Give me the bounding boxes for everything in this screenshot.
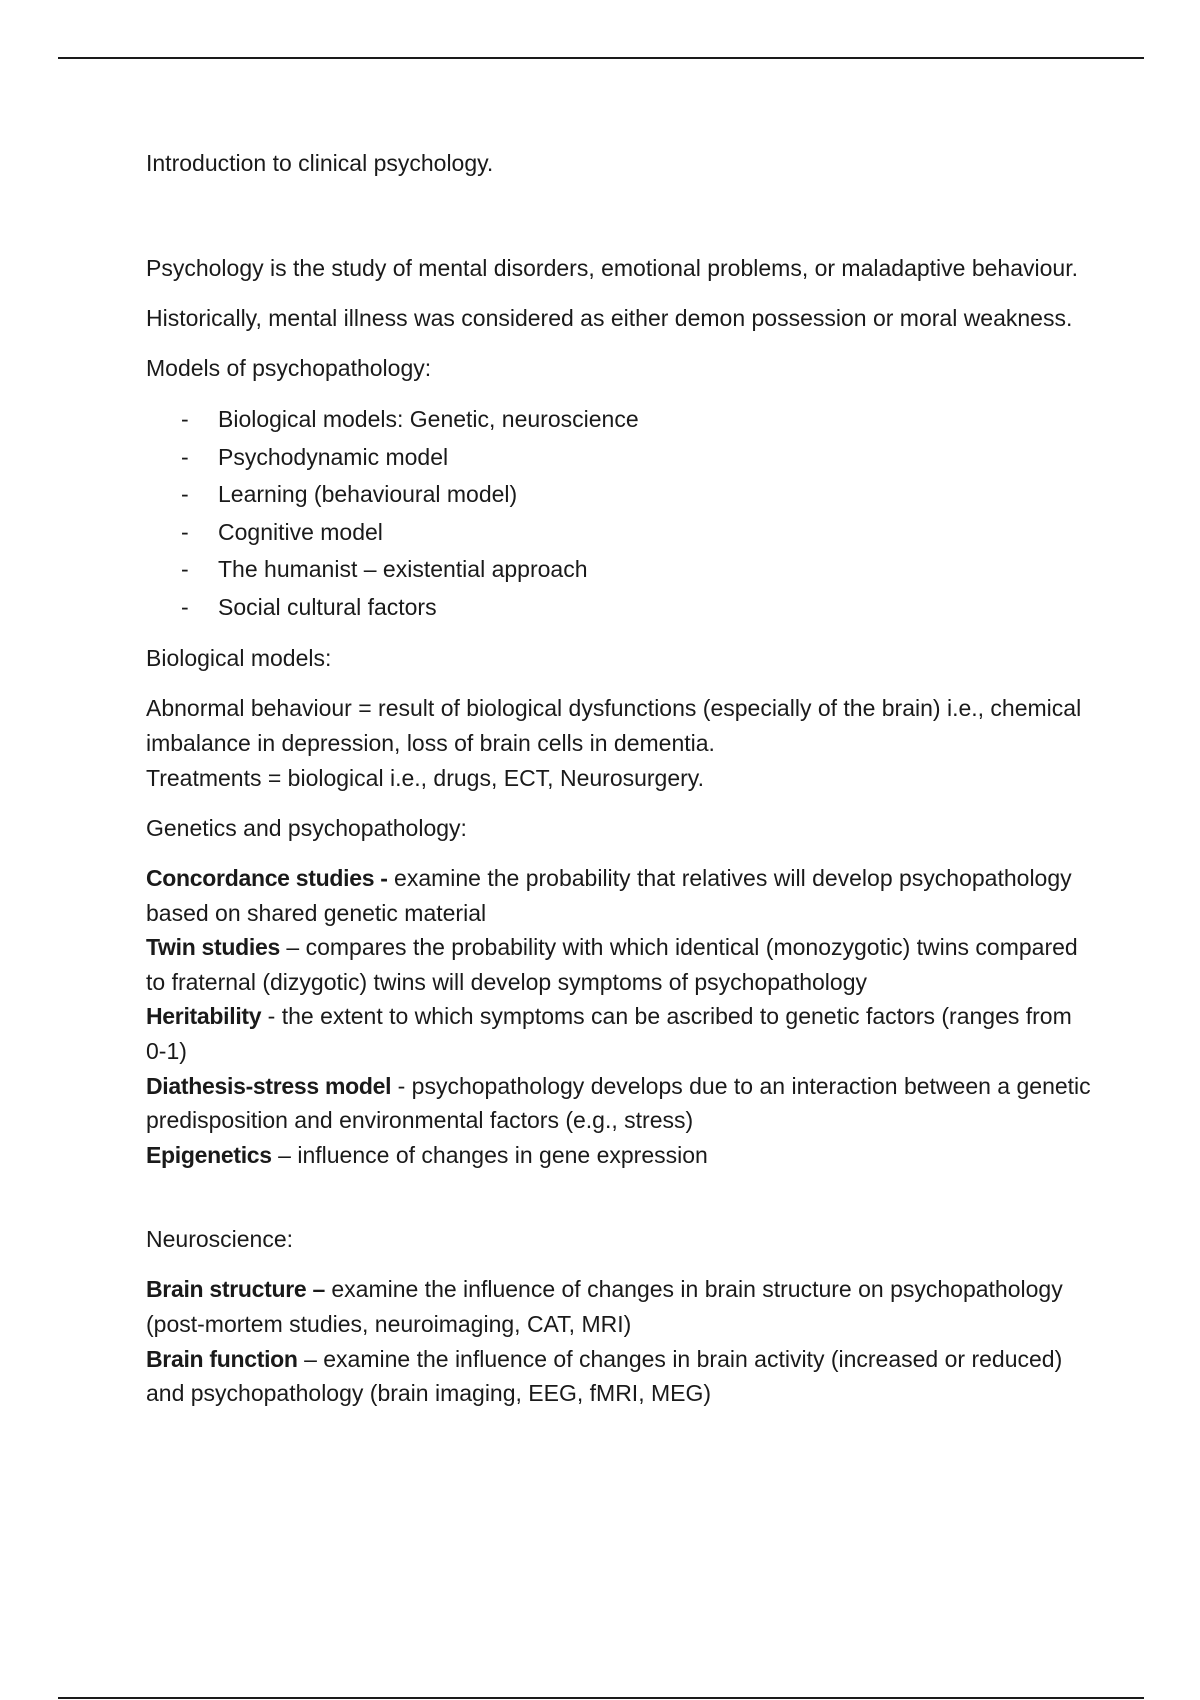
list-item <box>146 589 1096 627</box>
biological-treatments-text: Treatments = biological i.e., drugs, ECT, Neurosurgery. <box>146 765 704 791</box>
models-heading: Models of psychopathology: <box>146 355 432 381</box>
neuroscience-heading: Neuroscience: <box>146 1226 294 1253</box>
genetics-heading: Genetics and psychopathology: <box>146 815 467 841</box>
models-list <box>146 401 1096 626</box>
list-item <box>146 401 1096 439</box>
definition-text: – compares the probability with which identical (monozygotic) twins compared to fraternal (dizygotic) twins will develop symptoms of psychopathology <box>146 934 1078 995</box>
list-item-label: Biological models: Genetic, neuroscience <box>218 406 639 432</box>
definition-term: Twin studies <box>146 934 280 961</box>
document-body <box>146 146 1096 1411</box>
header-rule <box>58 57 1144 59</box>
definition-heritability <box>146 999 1096 1068</box>
list-item-label: Social cultural factors <box>218 593 437 620</box>
definition-text: - psychopathology develops due to an interaction between a genetic predisposition and environmental factors (e.g., stress) <box>146 1072 1091 1134</box>
biological-models-text <box>146 691 1096 796</box>
definition-term: Diathesis-stress model <box>146 1072 392 1099</box>
intro-definition: Psychology is the study of mental disorders, emotional problems, or maladaptive behaviour. <box>146 255 1078 281</box>
list-item <box>146 514 1096 552</box>
history-paragraph: Historically, mental illness was considered as either demon possession or moral weakness. <box>146 305 1073 331</box>
list-item-label: Cognitive model <box>218 518 383 545</box>
list-item <box>146 551 1096 589</box>
definition-term: Concordance studies - <box>146 865 388 891</box>
list-item <box>146 439 1096 477</box>
definition-text: – influence of changes in gene expression <box>271 1141 708 1168</box>
definition-concordance-studies <box>146 861 1096 930</box>
definition-twin-studies <box>146 930 1096 999</box>
definition-text: – examine the influence of changes in brain activity (increased or reduced) and psychopathology (brain imaging, EEG, fMRI, MEG) <box>146 1345 1063 1407</box>
genetics-definitions <box>146 861 1096 1172</box>
bullet-dash: - <box>181 593 189 620</box>
bullet-dash: - <box>181 518 189 545</box>
list-item-label: Learning (behavioural model) <box>218 481 518 507</box>
definition-term: Brain structure – <box>146 1276 325 1303</box>
list-item <box>146 476 1096 514</box>
bullet-dash: - <box>181 443 189 470</box>
biological-models-heading: Biological models: <box>146 645 332 671</box>
definition-diathesis-stress-model <box>146 1069 1096 1138</box>
list-item-label: The humanist – existential approach <box>218 556 588 582</box>
definition-text: - the extent to which symptoms can be ascribed to genetic factors (ranges from 0-1) <box>146 1003 1072 1064</box>
definition-term: Heritability <box>146 1003 262 1030</box>
footer-rule <box>58 1697 1144 1699</box>
neuroscience-definitions <box>146 1272 1096 1410</box>
definition-epigenetics <box>146 1138 1096 1173</box>
definition-term: Brain function <box>146 1345 298 1372</box>
definition-term: Epigenetics <box>146 1141 272 1168</box>
bullet-dash: - <box>181 481 189 507</box>
bullet-dash: - <box>181 556 189 582</box>
biological-dysfunction-text: Abnormal behaviour = result of biological dysfunctions (especially of the brain) i.e., chemical imbalance in depression, loss of brain cells in dementia. <box>146 695 1082 756</box>
bullet-dash: - <box>181 406 189 432</box>
definition-brain-structure <box>146 1272 1096 1341</box>
definition-text: examine the influence of changes in brain structure on psychopathology (post-mortem studies, neuroimaging, CAT, MRI) <box>146 1276 1063 1337</box>
document-title: Introduction to clinical psychology. <box>146 150 494 176</box>
list-item-label: Psychodynamic model <box>218 443 449 470</box>
definition-brain-function <box>146 1342 1096 1411</box>
definition-text: examine the probability that relatives will develop psychopathology based on shared genetic material <box>146 865 1072 926</box>
